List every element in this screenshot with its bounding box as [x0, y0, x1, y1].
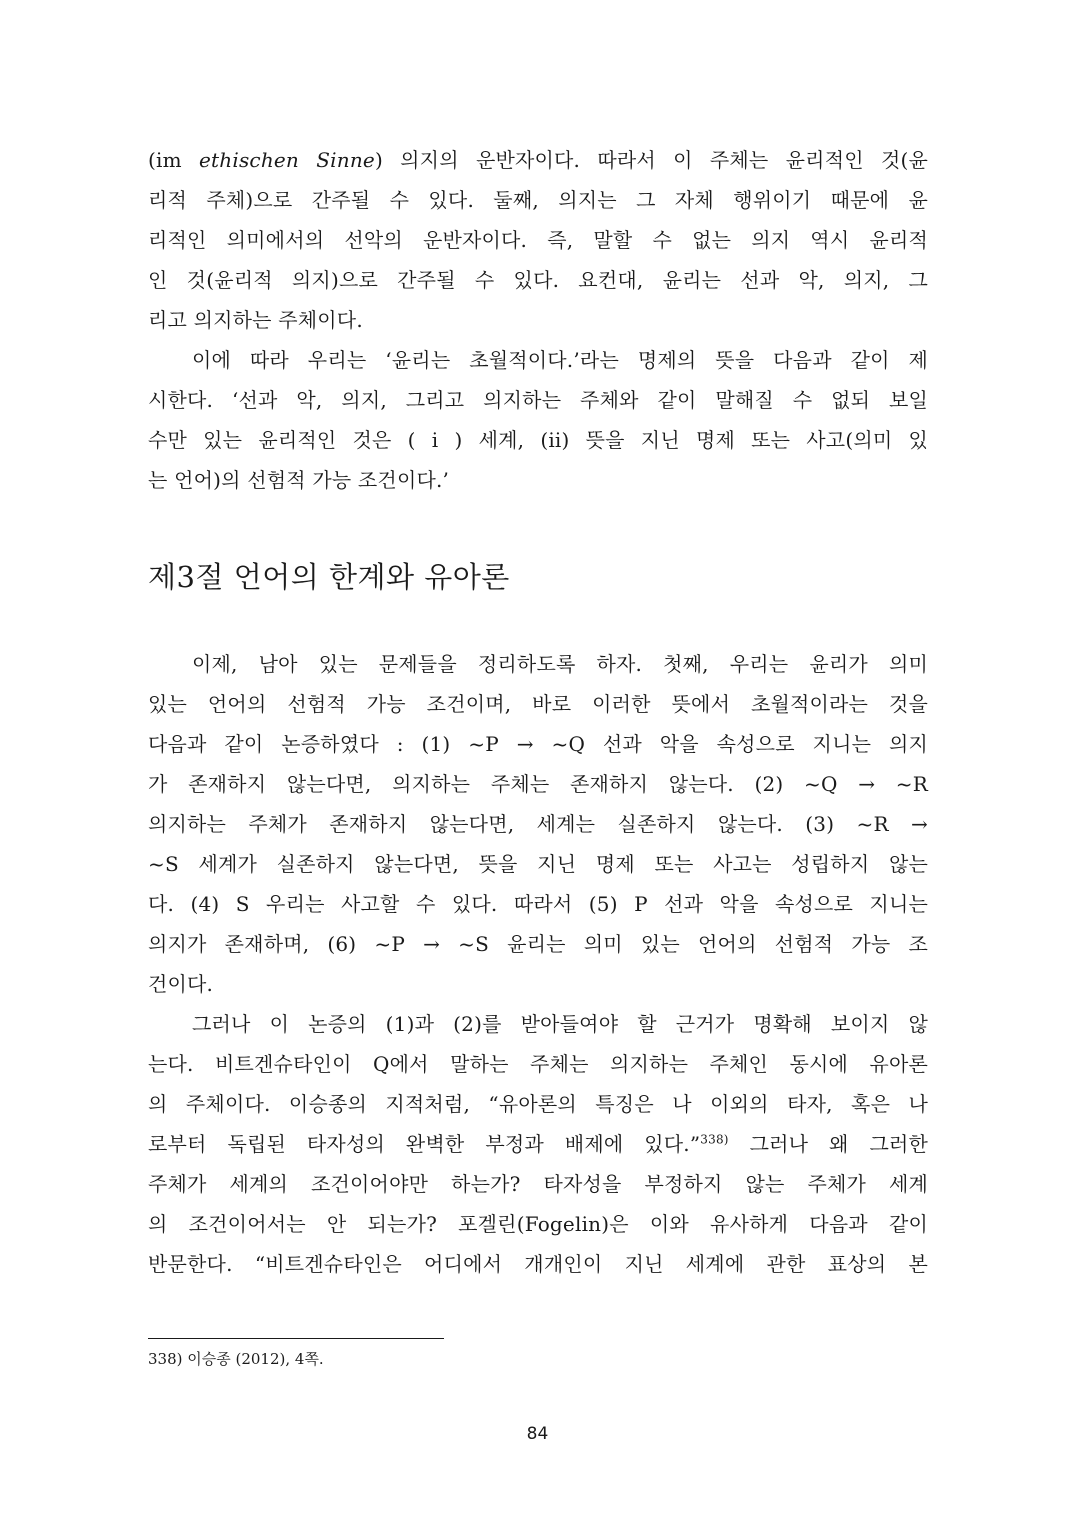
- text-line: 시한다. ‘선과 악, 의지, 그리고 의지하는 주체와 같이 말해질 수 없되 보일: [148, 388, 928, 412]
- paragraph-thesis: [148, 340, 928, 500]
- text-line: 리고 의지하는 주체이다.: [148, 308, 363, 332]
- text-line: 는다. 비트겐슈타인이 Q에서 말하는 주체는 의지하는 주체인 동시에 유아론: [148, 1052, 928, 1076]
- paragraph-ethical-subject: [148, 140, 928, 340]
- text-line: 있는 언어의 선험적 가능 조건이며, 바로 이러한 뜻에서 초월적이라는 것을: [148, 692, 928, 716]
- text-line: 건이다.: [148, 972, 214, 996]
- footnote-text: 338) 이승종 (2012), 4쪽.: [148, 1350, 324, 1368]
- text-line: 다. (4) S 우리는 사고할 수 있다. 따라서 (5) P 선과 악을 속성으로 지니는: [148, 892, 928, 916]
- text-line: 그러나 이 논증의 (1)과 (2)를 받아들여야 할 근거가 명확해 보이지 않: [192, 1012, 928, 1036]
- text-line: 다음과 같이 논증하였다 : (1) ~P → ~Q 선과 악을 속성으로 지니는 의지: [148, 732, 928, 756]
- text-line: 가 존재하지 않는다면, 의지하는 주체는 존재하지 않는다. (2) ~Q → ~R: [148, 772, 928, 796]
- italic-term: ethischen Sinne: [199, 148, 375, 172]
- text-line: 수만 있는 윤리적인 것은 ( i ) 세계, (ii) 뜻을 지닌 명제 또는 사고(의미 있: [148, 428, 928, 452]
- text-line: 리적인 의미에서의 선악의 운반자이다. 즉, 말할 수 없는 의지 역시 윤리적: [148, 228, 928, 252]
- text-line: 의 조건이어서는 안 되는가? 포겔린(Fogelin)은 이와 유사하게 다음과 같이: [148, 1212, 928, 1236]
- text-line: 이에 따라 우리는 ‘윤리는 초월적이다.’라는 명제의 뜻을 다음과 같이 제: [192, 348, 928, 372]
- paragraph-objection: [148, 1004, 928, 1284]
- section-heading: 제3절 언어의 한계와 유아론: [148, 560, 510, 594]
- text-line: 주체가 세계의 조건이어야만 하는가? 타자성을 부정하지 않는 주체가 세계: [148, 1172, 928, 1196]
- text-line: [148, 140, 928, 180]
- text-line: 반문한다. “비트겐슈타인은 어디에서 개개인이 지닌 세계에 관한 표상의 본: [148, 1252, 928, 1276]
- text-line: 리적 주체)으로 간주될 수 있다. 둘째, 의지는 그 자체 행위이기 때문에 윤: [148, 188, 928, 212]
- paragraph-argument: [148, 644, 928, 1004]
- text-line: 의 주체이다. 이승종의 지적처럼, “유아론의 특징은 나 이외의 타자, 혹은 나: [148, 1092, 928, 1116]
- text-line: 의지하는 주체가 존재하지 않는다면, 세계는 실존하지 않는다. (3) ~R →: [148, 812, 928, 836]
- text-line: [148, 1124, 928, 1164]
- text-line: 인 것(윤리적 의지)으로 간주될 수 있다. 요컨대, 윤리는 선과 악, 의지, 그: [148, 268, 928, 292]
- text-line: 이제, 남아 있는 문제들을 정리하도록 하자. 첫째, 우리는 윤리가 의미: [192, 652, 928, 676]
- text-span: 로부터 독립된 타자성의 완벽한 부정과 배제에 있다.”: [148, 1132, 701, 1156]
- text-span: ) 의지의 운반자이다. 따라서 이 주체는 윤리적인 것(윤: [374, 148, 929, 172]
- footnote-reference[interactable]: 338): [700, 1132, 729, 1147]
- footnote-divider: [148, 1338, 444, 1339]
- page-number: 84: [526, 1424, 549, 1444]
- text-span: (im: [148, 148, 199, 172]
- text-line: 의지가 존재하며, (6) ~P → ~S 윤리는 의미 있는 언어의 선험적 가능 조: [148, 932, 928, 956]
- text-span: 그러나 왜 그러한: [728, 1132, 928, 1156]
- text-line: ~S 세계가 실존하지 않는다면, 뜻을 지닌 명제 또는 사고는 성립하지 않는: [148, 852, 928, 876]
- text-line: 는 언어)의 선험적 가능 조건이다.’: [148, 468, 450, 492]
